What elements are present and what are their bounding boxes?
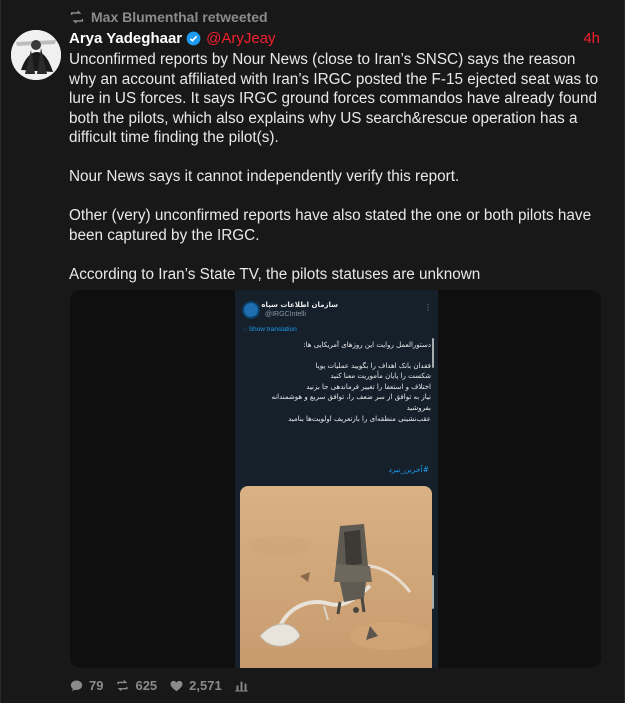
author-name[interactable]: Arya Yadeghaar	[69, 30, 183, 47]
like-count: 2,571	[189, 678, 222, 693]
embedded-line: بفروشید	[406, 403, 431, 412]
embedded-screenshot[interactable]	[70, 290, 601, 668]
tweet-paragraph: Other (very) unconfirmed reports have also stated the one or both pilots have been captured by the IRGC.	[69, 207, 592, 244]
tweet-actions	[69, 678, 261, 693]
tweet-paragraph: According to Iran’s State TV, the pilots statuses are unknown	[69, 265, 481, 283]
embedded-account-handle: @IRGCIntelli	[265, 311, 306, 318]
scrollbar	[432, 575, 434, 609]
tweet-text	[69, 50, 604, 304]
heart-icon	[169, 678, 184, 693]
analytics-button[interactable]	[234, 678, 249, 693]
embedded-tweet-screenshot	[235, 290, 438, 668]
timestamp[interactable]: 4h	[583, 30, 600, 47]
translate-icon: ◌	[243, 326, 247, 333]
embedded-line: شکست را پایان مأموریت معنا کنید	[330, 372, 431, 381]
embedded-line: عقب‌نشینی منطقه‌ای را بازتعریف اولویت‌ها بنامید	[288, 414, 431, 423]
show-translation: ◌ Show translation	[243, 326, 297, 333]
retweet-icon	[115, 678, 130, 693]
retweet-button[interactable]	[115, 678, 157, 693]
retweet-count: 625	[135, 678, 158, 693]
embedded-line: اختلاف و استعفا را تغییر فرماندهی جا بزنید	[306, 382, 431, 391]
more-options-icon: ⋮	[424, 303, 432, 312]
embedded-avatar	[242, 301, 260, 319]
avatar[interactable]	[11, 30, 61, 80]
ejected-seat-photo	[240, 486, 432, 668]
analytics-icon	[234, 678, 249, 693]
tweet-header	[69, 30, 600, 47]
embedded-tweet-text	[241, 340, 431, 424]
reply-icon	[69, 678, 84, 693]
retweet-indicator	[69, 9, 268, 25]
author-handle[interactable]: @AryJeay	[206, 30, 276, 47]
tweet-paragraph: Unconfirmed reports by Nour News (close to Iran’s SNSC) says the reason why an account affiliated with Iran’s IRGC posted the F-15 ejected seat was to lure in US forces. It says IRGC ground forces commandos have already found both the pilots, which also explains why US search&rescue operation has a difficult time finding the pilot(s).	[69, 51, 599, 146]
scrollbar	[432, 338, 434, 368]
embedded-hashtag: #آخرین_نبرد	[388, 465, 429, 474]
embedded-account-name: سازمان اطلاعات سپاه	[261, 301, 338, 309]
verified-badge-icon	[186, 31, 201, 46]
like-button[interactable]	[169, 678, 222, 693]
retweeted-by-text[interactable]: Max Blumenthal retweeted	[91, 9, 268, 25]
tweet-paragraph: Nour News says it cannot independently verify this report.	[69, 168, 460, 185]
embedded-line: فقدان بانک اهداف را بگویید عملیات پویا	[315, 361, 431, 370]
embedded-line: دستورالعمل روایت این روزهای آمریکایی ها:	[303, 341, 431, 349]
retweet-icon	[69, 9, 85, 25]
embedded-line: نیاز به توافق از سر ضعف را، توافق سریع و هوشمندانه	[271, 393, 431, 402]
reply-button[interactable]	[69, 678, 103, 693]
reply-count: 79	[89, 678, 104, 693]
